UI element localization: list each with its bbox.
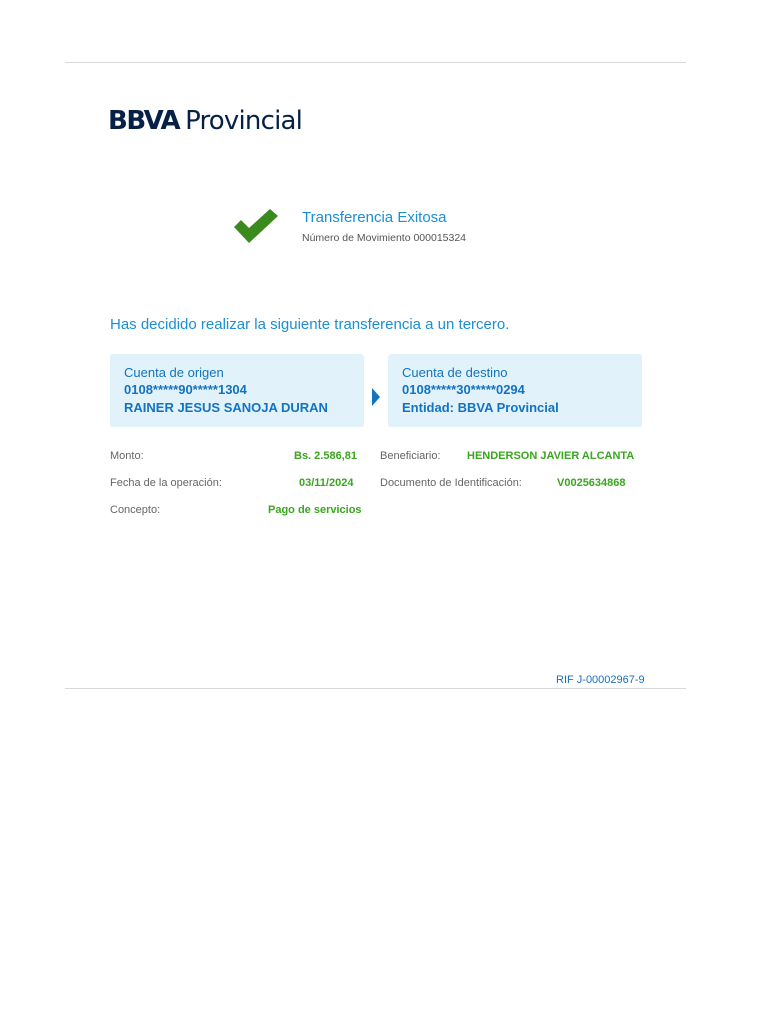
id-document-label: Documento de Identificación: bbox=[380, 477, 522, 489]
bottom-divider bbox=[65, 688, 686, 689]
rif-number: RIF J-00002967-9 bbox=[556, 674, 645, 686]
date-value: 03/11/2024 bbox=[299, 477, 354, 489]
concept-value: Pago de servicios bbox=[268, 504, 362, 516]
origin-holder-name: RAINER JESUS SANOJA DURAN bbox=[124, 400, 328, 415]
origin-account-number: 0108*****90*****1304 bbox=[124, 382, 247, 397]
id-document-value: V0025634868 bbox=[557, 477, 626, 489]
destination-account-number: 0108*****30*****0294 bbox=[402, 382, 525, 397]
logo-provincial-text: Provincial bbox=[185, 106, 303, 136]
destination-account-card bbox=[388, 354, 642, 427]
logo-bbva-text: BBVA bbox=[108, 106, 180, 136]
success-banner bbox=[232, 205, 466, 247]
arrow-right-icon bbox=[371, 388, 381, 406]
movement-number: Número de Movimiento 000015324 bbox=[302, 232, 467, 244]
origin-label: Cuenta de origen bbox=[124, 365, 224, 380]
intro-text: Has decidido realizar la siguiente transferencia a un tercero. bbox=[110, 316, 510, 333]
top-divider bbox=[65, 62, 686, 63]
success-title: Transferencia Exitosa bbox=[302, 209, 447, 226]
check-icon bbox=[232, 207, 280, 247]
date-label: Fecha de la operación: bbox=[110, 477, 222, 489]
origin-account-card bbox=[110, 354, 364, 427]
beneficiary-label: Beneficiario: bbox=[380, 450, 441, 462]
success-text bbox=[302, 205, 466, 244]
amount-label: Monto: bbox=[110, 450, 144, 462]
destination-entity: Entidad: BBVA Provincial bbox=[402, 400, 559, 415]
destination-label: Cuenta de destino bbox=[402, 365, 508, 380]
amount-value: Bs. 2.586,81 bbox=[294, 450, 357, 462]
beneficiary-value: HENDERSON JAVIER ALCANTA bbox=[467, 450, 635, 462]
bbva-provincial-logo bbox=[108, 106, 302, 140]
concept-label: Concepto: bbox=[110, 504, 161, 516]
